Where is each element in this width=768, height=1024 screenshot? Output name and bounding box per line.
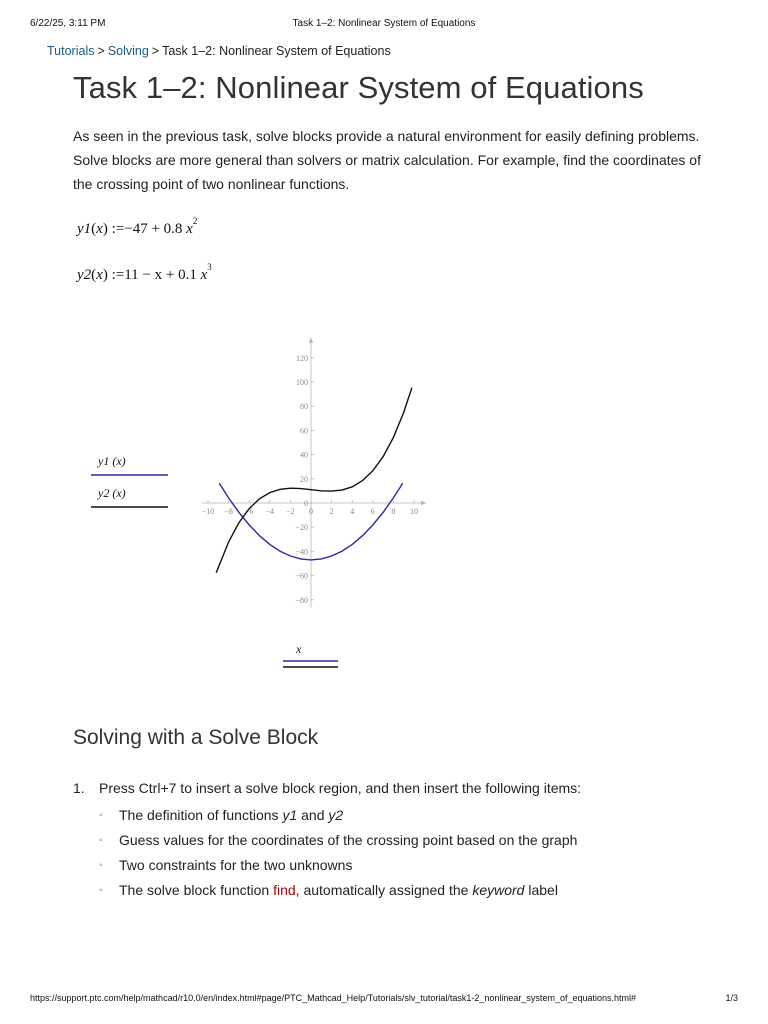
x-axis-label-group <box>283 642 338 667</box>
bullet-icon: ◦ <box>99 860 103 871</box>
breadcrumb-separator: > <box>151 44 160 58</box>
print-header <box>30 18 738 32</box>
sub-item-guess <box>99 828 713 853</box>
eq-y1-exp: 2 <box>192 216 198 226</box>
eq-y2-arg: x <box>96 267 103 283</box>
page-title: Task 1–2: Nonlinear System of Equations <box>73 70 644 105</box>
intro-paragraph: As seen in the previous task, solve blocks provide a natural environment for easily defining problems. Solve blocks are more general than solvers or matrix calculation. For example, find the coordinates of the crossing point of two nonlinear functions. <box>73 128 701 192</box>
sub-item-constraints <box>99 853 713 878</box>
sub-text: The solve block function <box>119 882 274 898</box>
breadcrumb-current: Task 1–2: Nonlinear System of Equations <box>162 44 391 58</box>
sub-text: Two constraints for the two unknowns <box>119 857 353 873</box>
eq-y2-var: x <box>200 267 208 283</box>
section-title: Solving with a Solve Block <box>73 726 319 749</box>
breadcrumb <box>47 44 391 58</box>
legend-label: y2 (x) <box>98 486 126 500</box>
sub-text: and <box>297 807 329 823</box>
steps-list <box>73 778 713 903</box>
series-line-2 <box>216 388 412 573</box>
sub-italic-y1: y1 <box>282 807 298 823</box>
y-tick-label: −40 <box>295 547 308 557</box>
bullet-icon: ◦ <box>99 885 103 896</box>
y-tick-label: 40 <box>300 450 308 460</box>
equation-y1[interactable]: y1(x) :=−47 + 0.8 $x^2$ <box>77 216 198 237</box>
footer-page-number: 1/3 <box>725 993 738 1003</box>
plot-legend <box>91 454 168 507</box>
eq-y2-name: y2 <box>77 267 92 283</box>
x-tick-label: −10 <box>201 507 215 516</box>
eq-y1-var: x <box>186 221 193 237</box>
bullet-icon: ◦ <box>99 835 103 846</box>
y-tick-labels <box>295 354 314 605</box>
equation-y2[interactable]: y2(x) :=11 − x + 0.1 $x^3$ <box>77 262 212 283</box>
sub-text: , automatically assigned the <box>295 882 473 898</box>
footer-url: https://support.ptc.com/help/mathcad/r10.0/en/index.html#page/PTC_Mathcad_Help/Tutorials/slv_tutorial/task1-2_nonlinear_system_of_equations.html# <box>30 993 636 1003</box>
x-axis-arrow <box>421 501 426 505</box>
x-axis-label: x <box>296 642 302 656</box>
breadcrumb-link-solving[interactable]: Solving <box>107 44 149 58</box>
plot-axes <box>202 338 426 608</box>
bullet-icon: ◦ <box>99 810 103 821</box>
breadcrumb-link-tutorials[interactable]: Tutorials <box>47 44 95 58</box>
x-tick-label: −8 <box>224 507 233 516</box>
sub-text: Guess values for the coordinates of the crossing point based on the graph <box>119 832 578 848</box>
x-tick-label: 4 <box>350 507 355 516</box>
x-tick-label: 0 <box>309 507 313 516</box>
sub-text: The definition of functions <box>119 807 283 823</box>
step-item <box>73 778 713 903</box>
x-tick-label: 10 <box>410 507 418 516</box>
sub-text: label <box>524 882 558 898</box>
eq-y1-rhs: −47 + 0.8 <box>124 221 183 237</box>
sub-item-functions <box>99 803 713 828</box>
series-line-1 <box>219 483 402 560</box>
print-title: Task 1–2: Nonlinear System of Equations <box>292 18 476 29</box>
eq-y2-exp: 3 <box>207 262 212 272</box>
eq-y2-rhs: 11 − x + 0.1 <box>124 267 197 283</box>
x-tick-label: −4 <box>265 507 275 516</box>
x-tick-label: −6 <box>244 507 254 516</box>
y-tick-label: 80 <box>300 402 308 412</box>
sub-italic-y2: y2 <box>328 807 344 823</box>
sub-item-find <box>99 878 713 903</box>
y-tick-label: 60 <box>300 426 308 436</box>
y-tick-label: −60 <box>295 571 308 581</box>
y-tick-label: −80 <box>295 595 308 605</box>
y-axis-arrow <box>309 338 313 343</box>
y-tick-label: −20 <box>295 523 308 533</box>
sub-italic-keyword: keyword <box>472 882 525 898</box>
legend-label: y1 (x) <box>98 454 126 468</box>
x-tick-label: −2 <box>286 507 295 516</box>
x-tick-label: 6 <box>370 507 375 516</box>
keyword-find: find <box>273 882 296 898</box>
y-tick-label: 20 <box>300 474 308 484</box>
step-sublist <box>99 803 713 903</box>
y-tick-label: 100 <box>296 378 308 387</box>
x-tick-labels <box>202 500 418 516</box>
x-tick-label: 2 <box>329 507 334 516</box>
breadcrumb-separator: > <box>97 44 105 58</box>
eq-y1-name: y1 <box>77 221 92 237</box>
plot-curves <box>216 388 412 573</box>
step-text: Press Ctrl+7 to insert a solve block region, and then insert the following items: <box>99 780 582 796</box>
eq-y1-arg: x <box>96 221 103 237</box>
x-tick-label: 8 <box>391 507 396 516</box>
step-number: 1. <box>73 780 85 796</box>
eq-y2-assign: := <box>111 267 125 283</box>
y-tick-label: 120 <box>296 353 308 363</box>
print-date: 6/22/25, 3:11 PM <box>30 18 106 29</box>
y-tick-label: 0 <box>304 499 308 508</box>
eq-y1-assign: := <box>111 221 125 237</box>
